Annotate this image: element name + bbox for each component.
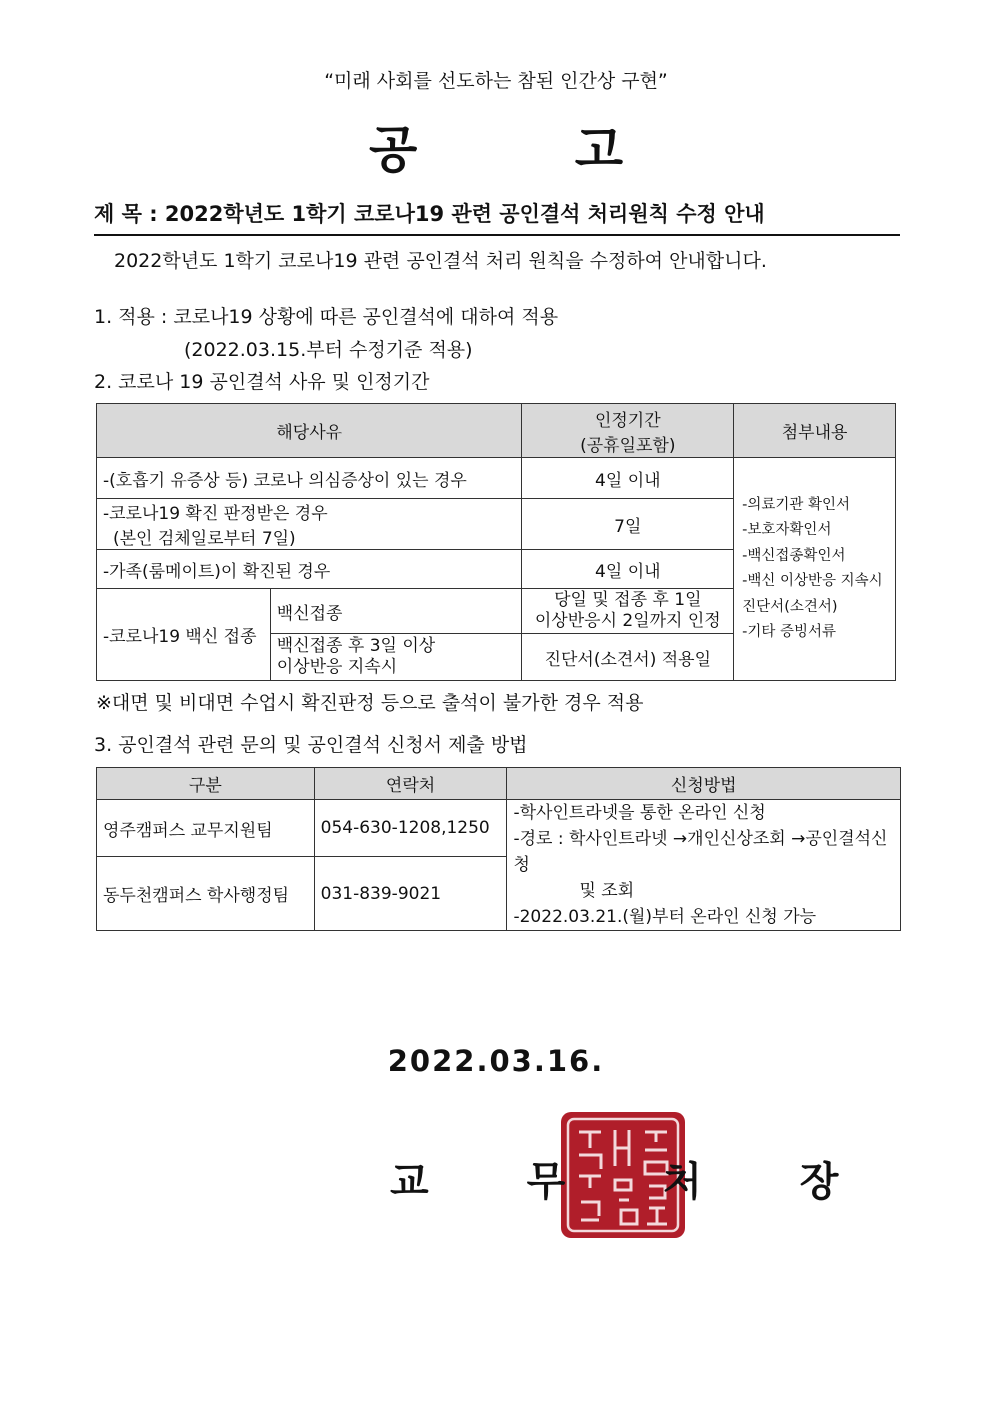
period-cell: 4일 이내: [522, 458, 734, 499]
division-cell: 동두천캠퍼스 학사행정팀: [97, 857, 315, 931]
header-attachments: 첨부내용: [734, 404, 896, 458]
header-division: 구분: [97, 768, 315, 800]
absence-criteria-table: [96, 403, 896, 681]
note-text: ※대면 및 비대면 수업시 확진판정 등으로 출석이 불가한 경우 적용: [96, 692, 644, 714]
header-method: 신청방법: [507, 768, 901, 800]
reason-cell: -(호흡기 유증상 등) 코로나 의심증상이 있는 경우: [97, 458, 522, 499]
period-cell: 7일: [522, 499, 734, 550]
motto: “미래 사회를 선도하는 참된 인간상 구현”: [324, 70, 668, 92]
reason-cell: -코로나19 확진 판정받은 경우 (본인 검체일로부터 7일): [97, 499, 522, 550]
vaccine-sub1: 백신접종: [270, 589, 522, 634]
attachments-cell: -의료기관 확인서 -보호자확인서 -백신접종확인서 -백신 이상반응 지속시 진단서(소견서) -기타 증빙서류: [734, 458, 896, 681]
subject-line: 제 목 : 2022학년도 1학기 코로나19 관련 공인결석 처리원칙 수정 안내: [94, 198, 900, 236]
reason-cell: -가족(룸메이트)이 확진된 경우: [97, 550, 522, 589]
period-cell: 4일 이내: [522, 550, 734, 589]
section1-line1: 1. 적용 : 코로나19 상황에 따른 공인결석에 대하여 적용: [94, 306, 559, 328]
vaccine-sub2-period: 진단서(소견서) 적용일: [522, 634, 734, 681]
contact-cell: 054-630-1208,1250: [314, 800, 507, 857]
contact-table: [96, 767, 901, 931]
intro-text: 2022학년도 1학기 코로나19 관련 공인결석 처리 원칙을 수정하여 안내합니다.: [114, 250, 767, 272]
section3-title: 3. 공인결석 관련 문의 및 공인결석 신청서 제출 방법: [94, 734, 528, 756]
notice-date: 2022.03.16.: [387, 1044, 605, 1078]
section2-title: 2. 코로나 19 공인결석 사유 및 인정기간: [94, 371, 430, 393]
contact-cell: 031-839-9021: [314, 857, 507, 931]
header-period: 인정기간 (공휴일포함): [522, 404, 734, 458]
header-reason: 해당사유: [97, 404, 522, 458]
vaccine-sub1-period: 당일 및 접종 후 1일 이상반응시 2일까지 인정: [522, 589, 734, 634]
method-cell: -학사인트라넷을 통한 온라인 신청 -경로 : 학사인트라넷 →개인신상조회 →공인결석신청 및 조회 -2022.03.21.(월)부터 온라인 신청 가능: [507, 800, 901, 931]
vaccine-reason-cell: -코로나19 백신 접종: [97, 589, 271, 681]
notice-title: 공 고: [368, 121, 693, 179]
signer-title: 교 무 처 장: [390, 1159, 881, 1205]
section1-line2: (2022.03.15.부터 수정기준 적용): [184, 339, 473, 361]
division-cell: 영주캠퍼스 교무지원팀: [97, 800, 315, 857]
header-contact: 연락처: [314, 768, 507, 800]
vaccine-sub2: 백신접종 후 3일 이상 이상반응 지속시: [270, 634, 522, 681]
